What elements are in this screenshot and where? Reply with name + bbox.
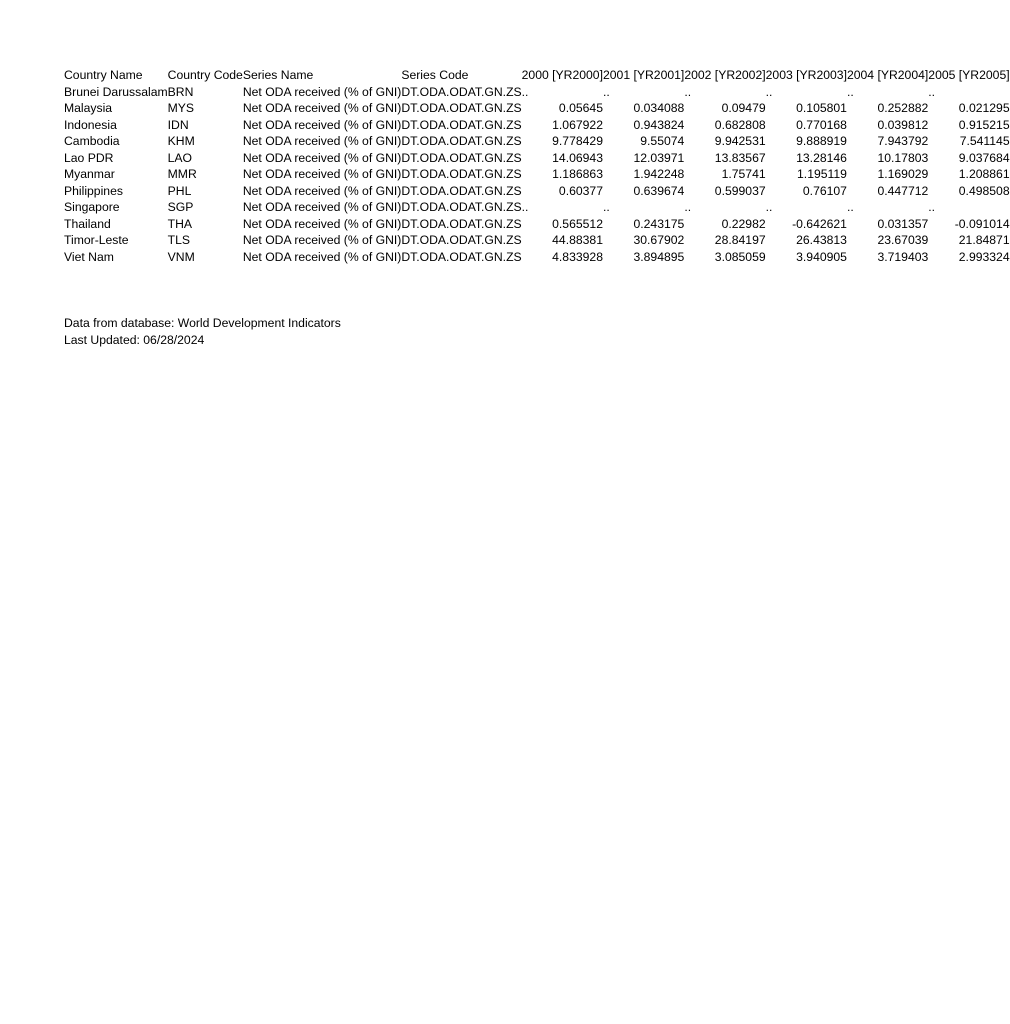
source-note[interactable]: Data from database: World Development Indicators bbox=[64, 316, 341, 330]
cell-2000[interactable]: 9.778429 bbox=[552, 134, 603, 148]
cell-country-code[interactable]: VNM bbox=[167, 249, 195, 264]
cell-country-name[interactable]: Timor-Leste bbox=[64, 233, 129, 247]
cell-2004[interactable]: 1.169029 bbox=[877, 167, 929, 181]
cell-2005[interactable]: 0.915215 bbox=[958, 117, 1010, 132]
cell-2000[interactable]: .. bbox=[521, 84, 529, 99]
cell-country-name[interactable]: Myanmar bbox=[64, 167, 115, 181]
cell-2004[interactable]: .. bbox=[846, 84, 854, 99]
cell-2000[interactable]: 44.88381 bbox=[552, 233, 603, 247]
header-cell-2005[interactable]: 2005 [YR2005] bbox=[928, 68, 1010, 82]
cell-2003[interactable]: 1.195119 bbox=[797, 167, 847, 181]
cell-country-code[interactable]: KHM bbox=[167, 134, 195, 148]
cell-series-code[interactable]: DT.ODA.ODAT.GN.ZS bbox=[401, 101, 522, 115]
cell-2005[interactable]: 9.037684 bbox=[958, 150, 1010, 165]
cell-series-code[interactable]: DT.ODA.ODAT.GN.ZS bbox=[401, 167, 522, 181]
cell-2004[interactable]: 0.447712 bbox=[877, 183, 929, 198]
cell-series-name[interactable]: Net ODA received (% of GNI) bbox=[242, 233, 402, 247]
cell-2001[interactable]: 30.67902 bbox=[633, 233, 685, 247]
cell-country-code[interactable]: MMR bbox=[167, 167, 197, 181]
cell-2004[interactable]: 0.039812 bbox=[877, 117, 929, 132]
cell-series-name[interactable]: Net ODA received (% of GNI) bbox=[242, 117, 402, 132]
cell-2004[interactable]: 3.719403 bbox=[877, 249, 929, 264]
cell-2005[interactable]: 7.541145 bbox=[959, 134, 1010, 148]
cell-2004[interactable]: 7.943792 bbox=[877, 134, 929, 148]
spreadsheet-grid bbox=[64, 67, 1010, 265]
header-cell-2001[interactable]: 2001 [YR2001] bbox=[602, 68, 685, 82]
cell-country-code[interactable]: PHL bbox=[167, 183, 192, 198]
cell-country-name[interactable]: Thailand bbox=[64, 216, 111, 231]
cell-2002[interactable]: 0.599037 bbox=[714, 183, 766, 198]
cell-2001[interactable]: .. bbox=[602, 200, 610, 214]
cell-2003[interactable]: 26.43813 bbox=[796, 233, 847, 247]
table-row bbox=[64, 84, 1010, 101]
cell-2003[interactable]: 9.888919 bbox=[796, 134, 847, 148]
cell-2003[interactable]: 0.76107 bbox=[802, 183, 847, 198]
cell-2003[interactable]: .. bbox=[765, 84, 773, 99]
cell-2001[interactable]: 0.639674 bbox=[633, 183, 685, 198]
header-row bbox=[64, 67, 1010, 84]
cell-country-name[interactable]: Viet Nam bbox=[64, 249, 114, 264]
cell-series-code[interactable]: DT.ODA.ODAT.GN.ZS bbox=[401, 249, 522, 264]
header-cell-2004[interactable]: 2004 [YR2004] bbox=[846, 68, 929, 82]
cell-2001[interactable]: 9.55074 bbox=[640, 134, 685, 148]
cell-2000[interactable]: 0.565512 bbox=[552, 216, 603, 231]
header-cell-2002[interactable]: 2002 [YR2002] bbox=[684, 68, 766, 82]
cell-2001[interactable]: 3.894895 bbox=[633, 249, 685, 264]
table-row bbox=[64, 117, 1010, 134]
data-table bbox=[64, 67, 1010, 265]
cell-2001[interactable]: 0.034088 bbox=[633, 101, 685, 115]
table-row bbox=[64, 216, 1010, 233]
cell-2000[interactable]: 1.067922 bbox=[552, 117, 603, 132]
cell-2000[interactable]: 0.05645 bbox=[558, 101, 603, 115]
table-row bbox=[64, 249, 1010, 266]
header-cell-2000[interactable]: 2000 [YR2000] bbox=[521, 68, 603, 82]
cell-2002[interactable]: 9.942531 bbox=[714, 134, 766, 148]
cell-series-code[interactable]: DT.ODA.ODAT.GN.ZS bbox=[401, 200, 522, 214]
cell-2000[interactable]: 14.06943 bbox=[552, 150, 603, 165]
cell-2003[interactable]: 0.770168 bbox=[796, 117, 847, 132]
cell-country-code[interactable]: MYS bbox=[167, 101, 195, 115]
cell-series-name[interactable]: Net ODA received (% of GNI) bbox=[242, 183, 402, 198]
cell-2005[interactable]: -0.091014 bbox=[954, 216, 1010, 231]
cell-series-code[interactable]: DT.ODA.ODAT.GN.ZS bbox=[401, 84, 522, 99]
cell-series-name[interactable]: Net ODA received (% of GNI) bbox=[242, 101, 402, 115]
cell-country-name[interactable]: Lao PDR bbox=[64, 150, 114, 165]
cell-2005[interactable]: 2.993324 bbox=[958, 249, 1010, 264]
table-row bbox=[64, 150, 1010, 167]
cell-2005[interactable]: 21.84871 bbox=[958, 233, 1010, 247]
cell-2002[interactable]: 1.75741 bbox=[721, 167, 766, 181]
cell-2000[interactable]: .. bbox=[521, 200, 529, 214]
cell-2000[interactable]: 1.186863 bbox=[552, 167, 603, 181]
cell-2002[interactable]: .. bbox=[684, 84, 692, 99]
cell-series-name[interactable]: Net ODA received (% of GNI) bbox=[242, 150, 402, 165]
cell-series-name[interactable]: Net ODA received (% of GNI) bbox=[242, 84, 402, 99]
last-updated-note[interactable]: Last Updated: 06/28/2024 bbox=[64, 332, 205, 347]
table-row bbox=[64, 166, 1010, 183]
cell-2002[interactable]: 28.84197 bbox=[714, 233, 766, 247]
header-cell-country-name[interactable]: Country Name bbox=[64, 68, 143, 82]
cell-2001[interactable]: 1.942248 bbox=[633, 167, 685, 181]
cell-series-code[interactable]: DT.ODA.ODAT.GN.ZS bbox=[401, 150, 522, 165]
cell-2002[interactable]: .. bbox=[684, 200, 692, 214]
cell-2002[interactable]: 0.682808 bbox=[714, 117, 766, 132]
table-row bbox=[64, 183, 1010, 200]
cell-2002[interactable]: 0.09479 bbox=[721, 101, 766, 115]
cell-2004[interactable]: .. bbox=[846, 200, 854, 214]
cell-2001[interactable]: .. bbox=[602, 84, 610, 99]
table-body bbox=[64, 84, 1010, 266]
cell-series-code[interactable]: DT.ODA.ODAT.GN.ZS bbox=[401, 183, 522, 198]
cell-country-code[interactable]: IDN bbox=[167, 117, 189, 132]
cell-2000[interactable]: 0.60377 bbox=[558, 183, 603, 198]
cell-2005[interactable]: .. bbox=[928, 84, 936, 99]
cell-series-code[interactable]: DT.ODA.ODAT.GN.ZS bbox=[401, 134, 522, 148]
cell-country-code[interactable]: TLS bbox=[167, 233, 190, 247]
cell-2004[interactable]: 0.252882 bbox=[877, 101, 929, 115]
table-row bbox=[64, 133, 1010, 150]
cell-series-code[interactable]: DT.ODA.ODAT.GN.ZS bbox=[401, 216, 522, 231]
cell-2005[interactable]: .. bbox=[928, 200, 936, 214]
cell-2002[interactable]: 13.83567 bbox=[714, 150, 766, 165]
cell-2003[interactable]: -0.642621 bbox=[792, 216, 847, 231]
cell-country-name[interactable]: Singapore bbox=[64, 200, 120, 214]
table-row bbox=[64, 232, 1010, 249]
cell-country-name[interactable]: Malaysia bbox=[64, 101, 113, 115]
table-row bbox=[64, 199, 1010, 216]
footnotes bbox=[64, 315, 341, 348]
cell-series-name[interactable]: Net ODA received (% of GNI) bbox=[242, 216, 402, 231]
cell-country-code[interactable]: THA bbox=[167, 216, 193, 231]
table-row bbox=[64, 100, 1010, 117]
cell-2002[interactable]: 3.085059 bbox=[714, 249, 766, 264]
cell-2003[interactable]: 0.105801 bbox=[796, 101, 847, 115]
cell-2004[interactable]: 23.67039 bbox=[877, 233, 929, 247]
cell-series-name[interactable]: Net ODA received (% of GNI) bbox=[242, 134, 402, 148]
cell-country-name[interactable]: Cambodia bbox=[64, 134, 120, 148]
cell-2003[interactable]: .. bbox=[765, 200, 773, 214]
cell-series-code[interactable]: DT.ODA.ODAT.GN.ZS bbox=[401, 117, 522, 132]
cell-2003[interactable]: 3.940905 bbox=[796, 249, 847, 264]
cell-country-code[interactable]: BRN bbox=[167, 84, 194, 99]
cell-series-name[interactable]: Net ODA received (% of GNI) bbox=[242, 200, 402, 214]
cell-country-name[interactable]: Indonesia bbox=[64, 117, 117, 132]
cell-2004[interactable]: 10.17803 bbox=[877, 150, 929, 165]
cell-country-code[interactable]: SGP bbox=[167, 200, 194, 214]
cell-2003[interactable]: 13.28146 bbox=[796, 150, 847, 165]
cell-2002[interactable]: 0.22982 bbox=[721, 216, 766, 231]
cell-series-code[interactable]: DT.ODA.ODAT.GN.ZS bbox=[401, 233, 522, 247]
cell-2000[interactable]: 4.833928 bbox=[552, 249, 603, 264]
header-cell-series-name[interactable]: Series Name bbox=[242, 68, 314, 82]
cell-country-code[interactable]: LAO bbox=[167, 150, 193, 165]
cell-series-name[interactable]: Net ODA received (% of GNI) bbox=[242, 249, 402, 264]
cell-2004[interactable]: 0.031357 bbox=[877, 216, 929, 231]
header-cell-2003[interactable]: 2003 [YR2003] bbox=[765, 68, 847, 82]
cell-2005[interactable]: 0.498508 bbox=[958, 183, 1010, 198]
cell-series-name[interactable]: Net ODA received (% of GNI) bbox=[242, 167, 402, 181]
cell-2005[interactable]: 0.021295 bbox=[958, 101, 1010, 115]
cell-2001[interactable]: 0.943824 bbox=[633, 117, 685, 132]
cell-2005[interactable]: 1.208861 bbox=[958, 167, 1010, 181]
cell-country-name[interactable]: Brunei Darussalam bbox=[64, 84, 168, 99]
header-cell-series-code[interactable]: Series Code bbox=[401, 68, 469, 82]
cell-2001[interactable]: 0.243175 bbox=[633, 216, 685, 231]
cell-2001[interactable]: 12.03971 bbox=[633, 150, 685, 165]
cell-country-name[interactable]: Philippines bbox=[64, 183, 123, 198]
header-cell-country-code[interactable]: Country Code bbox=[167, 68, 243, 82]
